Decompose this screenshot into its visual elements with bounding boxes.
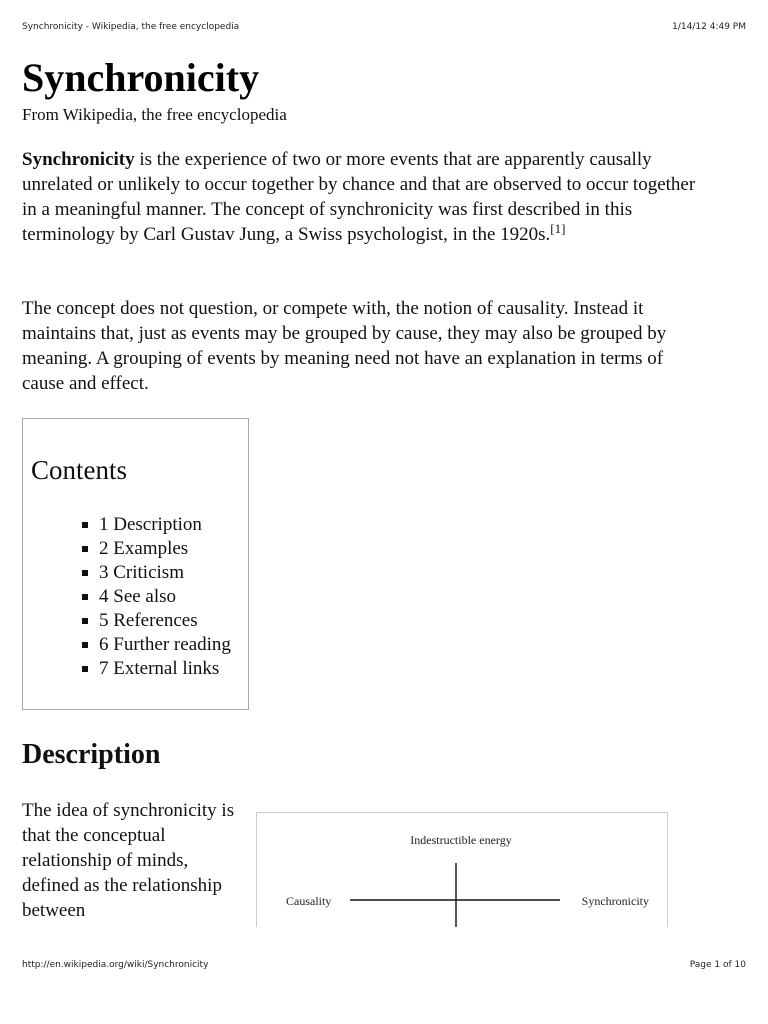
print-header <box>22 22 746 32</box>
reference-link[interactable]: [1] <box>550 221 566 236</box>
table-of-contents <box>22 418 249 710</box>
bullet-icon <box>82 642 88 648</box>
toc-item-label: 2 Examples <box>99 538 189 559</box>
toc-item-label: 4 See also <box>99 586 177 607</box>
diagram-label-top: Indestructible energy <box>410 833 512 847</box>
description-paragraph: The idea of synchronicity is that the conceptual relationship of minds, defined as the relationship between <box>22 800 235 921</box>
toc-item-label: 3 Criticism <box>99 562 184 583</box>
print-page-number: Page 1 of 10 <box>689 960 746 970</box>
toc-title: Contents <box>31 455 128 485</box>
diagram-svg <box>257 813 667 927</box>
toc-item-description[interactable] <box>23 513 231 537</box>
print-footer <box>22 960 746 970</box>
bullet-icon <box>82 618 88 624</box>
page-title: Synchronicity <box>22 55 260 100</box>
synchronicity-diagram[interactable] <box>256 812 668 927</box>
section-heading-description: Description <box>22 739 161 770</box>
bullet-icon <box>82 594 88 600</box>
diagram-label-right: Synchronicity <box>581 894 649 908</box>
toc-item-label: 6 Further reading <box>99 634 231 655</box>
toc-item-see-also[interactable] <box>23 585 231 609</box>
intro-text: is the experience of two or more events that are apparently causally unrelated or unlikely to occur together by chance and that are observed to occur together in a meaningful manner. The concept of synchronicity was first described in this terminology by Carl Gustav Jung, a Swiss psychologist, in the 1920s. <box>22 149 696 245</box>
causality-paragraph: The concept does not question, or compete with, the notion of causality. Instead it maintains that, just as events may be grouped by cause, they may also be grouped by meaning. A grouping of events by meaning need not have an explanation in terms of cause and effect. <box>22 298 667 394</box>
print-page-title: Synchronicity - Wikipedia, the free encyclopedia <box>22 22 240 32</box>
toc-item-examples[interactable] <box>23 537 231 561</box>
intro-paragraph <box>22 147 702 247</box>
bullet-icon <box>82 546 88 552</box>
toc-item-label: 1 Description <box>99 514 202 535</box>
toc-item-further-reading[interactable] <box>23 633 231 657</box>
print-url: http://en.wikipedia.org/wiki/Synchronicity <box>22 960 209 970</box>
toc-item-label: 5 References <box>99 610 198 631</box>
toc-list <box>23 513 231 681</box>
print-datetime: 1/14/12 4:49 PM <box>672 22 746 32</box>
toc-item-references[interactable] <box>23 609 231 633</box>
diagram-label-left: Causality <box>286 894 332 908</box>
bullet-icon <box>82 522 88 528</box>
bullet-icon <box>82 570 88 576</box>
toc-item-external-links[interactable] <box>23 657 231 681</box>
toc-item-label: 7 External links <box>99 658 220 679</box>
site-tagline: From Wikipedia, the free encyclopedia <box>22 105 287 124</box>
toc-item-criticism[interactable] <box>23 561 231 585</box>
intro-term: Synchronicity <box>22 149 135 170</box>
bullet-icon <box>82 666 88 672</box>
